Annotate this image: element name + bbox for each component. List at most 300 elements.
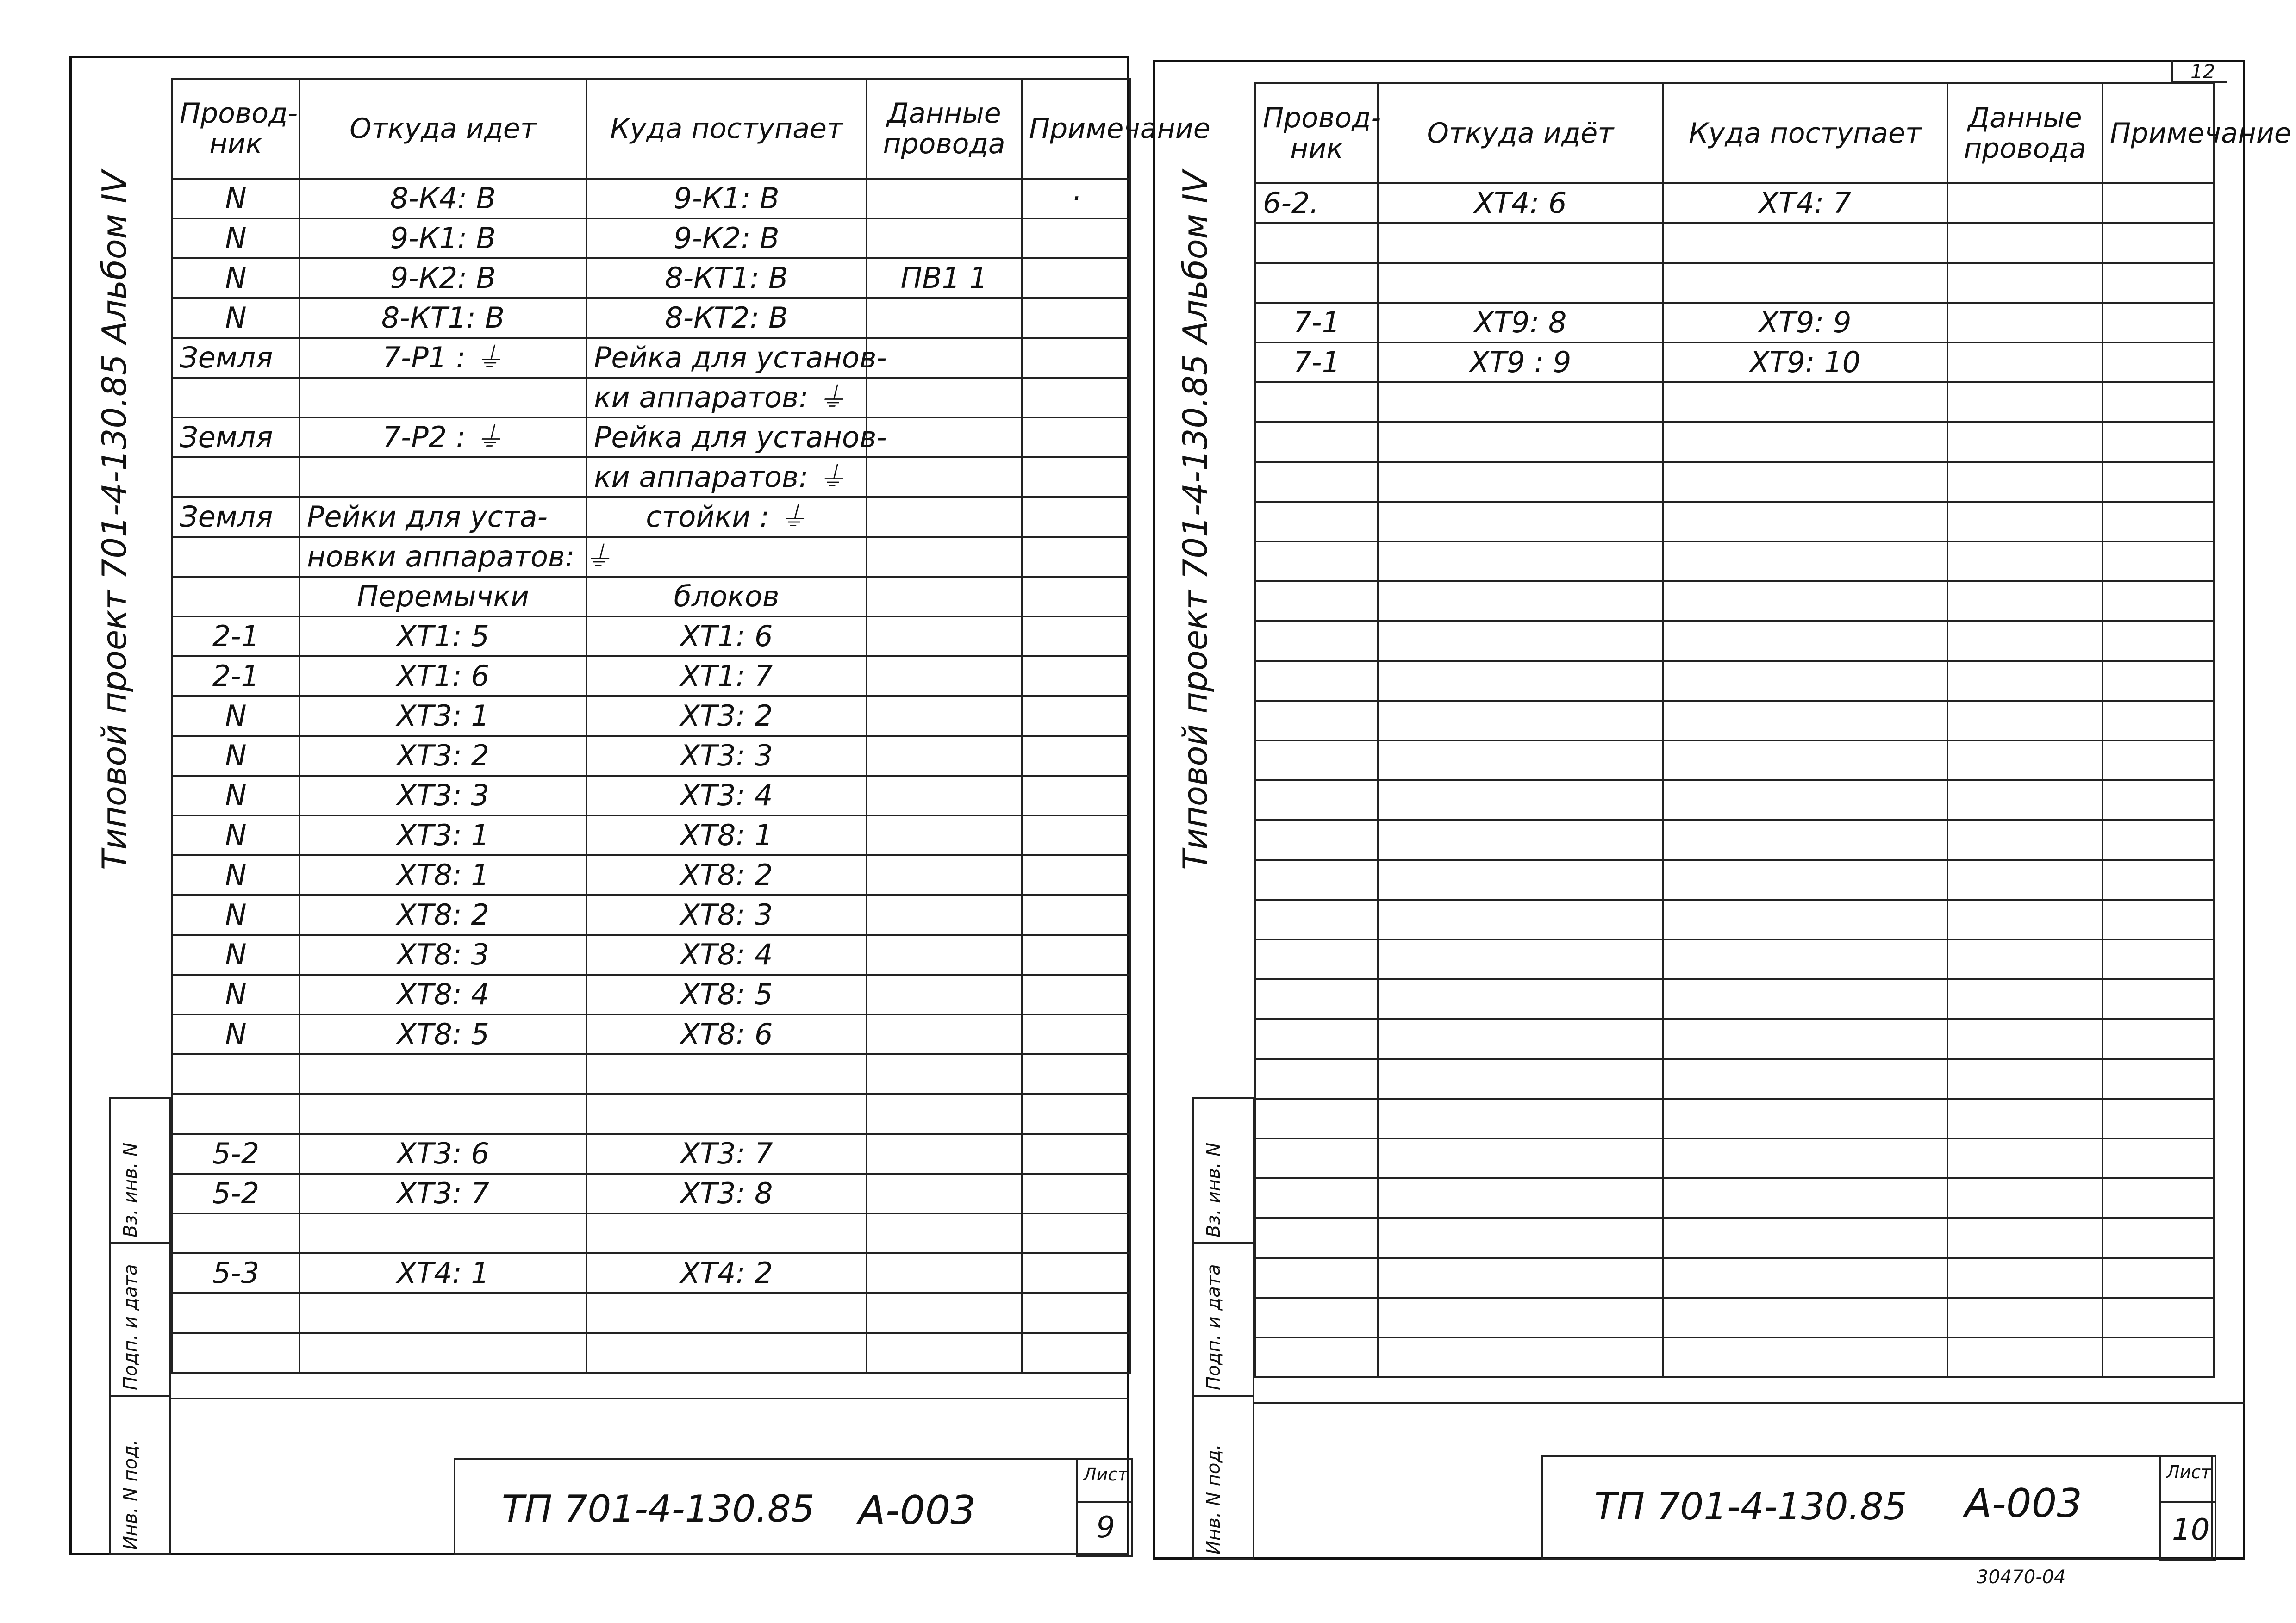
cell-conductor: 5-2 [172, 1174, 299, 1213]
cell-conductor: N [172, 736, 299, 776]
cell-to [1663, 462, 1947, 502]
cell-wire-data [867, 1134, 1022, 1174]
cell-from [1378, 1218, 1663, 1258]
cell-note [1022, 656, 1130, 696]
cell-wire-data [867, 1094, 1022, 1134]
cell-wire-data [867, 656, 1022, 696]
cell-wire-data [1947, 621, 2103, 661]
cell-conductor [1255, 382, 1378, 422]
cell-to [1663, 939, 1947, 979]
cell-wire-data [867, 417, 1022, 457]
right-wiring-table [1254, 82, 2291, 1378]
cell-conductor: Земля [172, 417, 299, 457]
cell-from [1378, 581, 1663, 621]
cell-wire-data [867, 497, 1022, 537]
cell-conductor: 7-1 [1255, 303, 1378, 342]
cell-wire-data [867, 378, 1022, 417]
cell-conductor [1255, 900, 1378, 939]
cell-note [2103, 422, 2214, 462]
left-side-stamp [109, 1097, 171, 1555]
cell-from [1378, 502, 1663, 541]
cell-to [1663, 502, 1947, 541]
cell-note [2103, 462, 2214, 502]
cell-to: ХТ8: 5 [586, 975, 867, 1014]
col-header-wire-data: Данные провода [867, 79, 1022, 179]
cell-to [586, 537, 867, 577]
cell-note [2103, 342, 2214, 382]
cell-from: 9-К1: В [299, 218, 586, 258]
cell-conductor [1255, 1059, 1378, 1099]
table-row [1255, 382, 2214, 422]
cell-note [1022, 975, 1130, 1014]
cell-wire-data [867, 537, 1022, 577]
right-album-label: Типовой проект 701-4-130.85 Альбом IV [1176, 170, 1215, 870]
cell-note [1022, 1094, 1130, 1134]
cell-from [299, 457, 586, 497]
cell-to [1663, 820, 1947, 860]
cell-wire-data [867, 975, 1022, 1014]
cell-to: ХТ8: 3 [586, 895, 867, 935]
right-sheet-no: 10 [2172, 1513, 2210, 1547]
cell-from: Перемычки [299, 577, 586, 616]
table-row [1255, 939, 2214, 979]
cell-wire-data [1947, 382, 2103, 422]
cell-from: ХТ3: 1 [299, 815, 586, 855]
cell-conductor [1255, 1337, 1378, 1377]
cell-wire-data [1947, 979, 2103, 1019]
cell-conductor [172, 1213, 299, 1253]
cell-conductor [1255, 1178, 1378, 1218]
cell-to [1663, 422, 1947, 462]
cell-from [1378, 1138, 1663, 1178]
col-header-note: Примечание [2103, 83, 2214, 183]
cell-from: ХТ3: 1 [299, 696, 586, 736]
table-row [172, 258, 1130, 298]
cell-to [1663, 701, 1947, 740]
cell-note [2103, 1178, 2214, 1218]
cell-from [1378, 900, 1663, 939]
cell-wire-data [867, 1014, 1022, 1054]
cell-note [2103, 183, 2214, 223]
cell-wire-data [867, 577, 1022, 616]
table-row [172, 298, 1130, 338]
cell-from [1378, 223, 1663, 263]
cell-to: Рейка для установ- [586, 338, 867, 378]
cell-note [2103, 939, 2214, 979]
cell-conductor: N [172, 935, 299, 975]
cell-from [1378, 1019, 1663, 1059]
cell-conductor: N [172, 258, 299, 298]
cell-note [1022, 417, 1130, 457]
table-row [1255, 1258, 2214, 1298]
cell-wire-data [867, 218, 1022, 258]
cell-from: ХТ8: 5 [299, 1014, 586, 1054]
left-side-label-vz: Вз. инв. N [120, 1142, 141, 1237]
table-row [172, 656, 1130, 696]
cell-from: ХТ8: 4 [299, 975, 586, 1014]
cell-from: ХТ8: 3 [299, 935, 586, 975]
cell-from [1378, 661, 1663, 701]
table-row [172, 1094, 1130, 1134]
cell-from: ХТ8: 1 [299, 855, 586, 895]
table-row [1255, 303, 2214, 342]
table-row [172, 338, 1130, 378]
cell-to [1663, 1178, 1947, 1218]
cell-wire-data [1947, 223, 2103, 263]
cell-from: 7-Р2 : ⏚ [299, 417, 586, 457]
cell-note [2103, 1258, 2214, 1298]
cell-to [1663, 900, 1947, 939]
cell-conductor: N [172, 855, 299, 895]
cell-to [586, 1213, 867, 1253]
cell-conductor [1255, 462, 1378, 502]
cell-to [1663, 581, 1947, 621]
table-row [172, 417, 1130, 457]
col-header-to: Куда поступает [1663, 83, 1947, 183]
cell-note [2103, 1059, 2214, 1099]
table-row [1255, 900, 2214, 939]
table-row [172, 1333, 1130, 1373]
cell-to: ХТ3: 2 [586, 696, 867, 736]
cell-to: ХТ9: 9 [1663, 303, 1947, 342]
cell-conductor [172, 378, 299, 417]
cell-conductor [1255, 422, 1378, 462]
cell-conductor [172, 577, 299, 616]
cell-to: ХТ8: 2 [586, 855, 867, 895]
cell-to: блоков [586, 577, 867, 616]
cell-note [2103, 1099, 2214, 1138]
cell-note [2103, 1218, 2214, 1258]
table-row [172, 1293, 1130, 1333]
cell-from: 8-КТ1: В [299, 298, 586, 338]
cell-wire-data [1947, 860, 2103, 900]
table-row [1255, 661, 2214, 701]
cell-wire-data [867, 1174, 1022, 1213]
cell-wire-data [867, 855, 1022, 895]
col-header-from: Откуда идёт [1378, 83, 1663, 183]
cell-conductor: N [172, 815, 299, 855]
cell-to: ХТ3: 4 [586, 776, 867, 815]
cell-from: ХТ3: 3 [299, 776, 586, 815]
cell-from: 8-К4: В [299, 179, 586, 218]
cell-conductor [1255, 223, 1378, 263]
table-row [172, 218, 1130, 258]
cell-conductor [1255, 1258, 1378, 1298]
cell-wire-data [1947, 1218, 2103, 1258]
cell-to [1663, 1099, 1947, 1138]
cell-wire-data [867, 935, 1022, 975]
cell-note [1022, 537, 1130, 577]
cell-note [1022, 776, 1130, 815]
cell-conductor [1255, 502, 1378, 541]
table-row [172, 776, 1130, 815]
cell-wire-data [867, 179, 1022, 218]
cell-conductor [1255, 979, 1378, 1019]
cell-wire-data [867, 1293, 1022, 1333]
cell-from: Рейки для уста- [299, 497, 586, 537]
table-row [172, 855, 1130, 895]
right-page-corner: 12 [2190, 60, 2215, 83]
cell-conductor: 5-2 [172, 1134, 299, 1174]
cell-wire-data [867, 457, 1022, 497]
cell-conductor [172, 1333, 299, 1373]
cell-note [1022, 218, 1130, 258]
cell-to: ХТ8: 6 [586, 1014, 867, 1054]
cell-to: ХТ1: 7 [586, 656, 867, 696]
cell-to: ХТ3: 8 [586, 1174, 867, 1213]
table-row [1255, 780, 2214, 820]
cell-note [1022, 1293, 1130, 1333]
cell-wire-data [1947, 581, 2103, 621]
cell-to: Рейка для установ- [586, 417, 867, 457]
cell-to [1663, 223, 1947, 263]
cell-note [1022, 1134, 1130, 1174]
right-table-header [1255, 83, 2214, 183]
cell-wire-data [1947, 1138, 2103, 1178]
cell-to: ХТ4: 2 [586, 1253, 867, 1293]
cell-to [1663, 1258, 1947, 1298]
cell-note [1022, 736, 1130, 776]
cell-from: 7-Р1 : ⏚ [299, 338, 586, 378]
cell-wire-data: ПВ1 1 [867, 258, 1022, 298]
cell-note [2103, 780, 2214, 820]
cell-to: ХТ3: 3 [586, 736, 867, 776]
cell-from [1378, 701, 1663, 740]
left-side-label-inv: Инв. N под. [120, 1439, 141, 1550]
cell-wire-data [1947, 1258, 2103, 1298]
cell-conductor [1255, 1019, 1378, 1059]
cell-to [1663, 661, 1947, 701]
cell-note [1022, 1174, 1130, 1213]
right-side-label-sign: Подп. и дата [1203, 1264, 1224, 1390]
table-row [172, 975, 1130, 1014]
left-stamp-code: ТП 701-4-130.85 [502, 1487, 815, 1530]
cell-note [1022, 815, 1130, 855]
left-side-label-sign: Подп. и дата [120, 1264, 141, 1390]
cell-to: ХТ4: 7 [1663, 183, 1947, 223]
cell-conductor [1255, 1218, 1378, 1258]
cell-conductor [1255, 621, 1378, 661]
table-row [1255, 422, 2214, 462]
table-row [1255, 1059, 2214, 1099]
cell-to: ки аппаратов: ⏚ [586, 457, 867, 497]
cell-from [1378, 263, 1663, 303]
cell-from [1378, 382, 1663, 422]
cell-wire-data [1947, 303, 2103, 342]
table-row [172, 457, 1130, 497]
cell-wire-data [1947, 1059, 2103, 1099]
table-row [1255, 541, 2214, 581]
right-sheet-number-box [2159, 1455, 2216, 1561]
cell-conductor [172, 1054, 299, 1094]
cell-to [1663, 541, 1947, 581]
table-row [1255, 1178, 2214, 1218]
cell-conductor: N [172, 218, 299, 258]
cell-conductor: N [172, 776, 299, 815]
table-row [1255, 1019, 2214, 1059]
cell-from [1378, 1258, 1663, 1298]
cell-from [1378, 740, 1663, 780]
cell-to [1663, 979, 1947, 1019]
table-row [172, 895, 1130, 935]
cell-conductor: 7-1 [1255, 342, 1378, 382]
cell-to: ХТ9: 10 [1663, 342, 1947, 382]
table-row [1255, 1298, 2214, 1337]
cell-wire-data [1947, 1178, 2103, 1218]
cell-to [586, 1293, 867, 1333]
cell-conductor: 2-1 [172, 616, 299, 656]
cell-from: 9-К2: В [299, 258, 586, 298]
cell-to: 8-КТ1: В [586, 258, 867, 298]
cell-wire-data [1947, 502, 2103, 541]
cell-from [1378, 860, 1663, 900]
table-row [172, 378, 1130, 417]
cell-from: ХТ4: 6 [1378, 183, 1663, 223]
cell-note [2103, 263, 2214, 303]
col-header-conductor: Провод-ник [1255, 83, 1378, 183]
cell-conductor [1255, 541, 1378, 581]
cell-from: ХТ1: 5 [299, 616, 586, 656]
cell-conductor: N [172, 696, 299, 736]
cell-wire-data [1947, 900, 2103, 939]
cell-note [2103, 303, 2214, 342]
cell-note [2103, 900, 2214, 939]
cell-wire-data [1947, 661, 2103, 701]
cell-note [2103, 740, 2214, 780]
right-bottom-note: 30470-04 [1977, 1567, 2066, 1588]
cell-to [1663, 1298, 1947, 1337]
cell-to: ХТ3: 7 [586, 1134, 867, 1174]
cell-note [1022, 457, 1130, 497]
cell-note [1022, 895, 1130, 935]
right-page-corner-box [2171, 60, 2227, 83]
left-table-header [172, 79, 1130, 179]
cell-wire-data [1947, 701, 2103, 740]
cell-conductor [1255, 661, 1378, 701]
right-side-label-inv: Инв. N под. [1203, 1444, 1224, 1555]
cell-conductor: N [172, 179, 299, 218]
cell-to: 8-КТ2: В [586, 298, 867, 338]
cell-wire-data [867, 815, 1022, 855]
cell-from [1378, 979, 1663, 1019]
cell-wire-data [1947, 1019, 2103, 1059]
table-row [172, 537, 1130, 577]
cell-note [2103, 979, 2214, 1019]
cell-note [1022, 935, 1130, 975]
cell-from [299, 1094, 586, 1134]
cell-wire-data [1947, 263, 2103, 303]
cell-note [1022, 1253, 1130, 1293]
cell-from [1378, 1099, 1663, 1138]
cell-from [1378, 1298, 1663, 1337]
cell-conductor: N [172, 1014, 299, 1054]
cell-conductor [1255, 1099, 1378, 1138]
cell-from: ХТ3: 7 [299, 1174, 586, 1213]
table-row [1255, 342, 2214, 382]
table-row [172, 497, 1130, 537]
cell-note [2103, 1337, 2214, 1377]
cell-note [2103, 382, 2214, 422]
cell-to: ХТ1: 6 [586, 616, 867, 656]
table-row [1255, 979, 2214, 1019]
cell-wire-data [867, 1054, 1022, 1094]
cell-from [299, 1054, 586, 1094]
cell-conductor: Земля [172, 338, 299, 378]
table-row [172, 696, 1130, 736]
cell-wire-data [867, 1333, 1022, 1373]
cell-note: · [1022, 179, 1130, 218]
cell-conductor [1255, 581, 1378, 621]
cell-conductor [172, 1094, 299, 1134]
cell-conductor: N [172, 975, 299, 1014]
right-side-label-vz: Вз. инв. N [1203, 1142, 1224, 1237]
table-row [172, 1174, 1130, 1213]
cell-from [1378, 422, 1663, 462]
table-row [1255, 860, 2214, 900]
cell-note [1022, 577, 1130, 616]
cell-wire-data [1947, 1298, 2103, 1337]
cell-wire-data [867, 776, 1022, 815]
cell-wire-data [1947, 740, 2103, 780]
cell-to: 9-К1: В [586, 179, 867, 218]
cell-conductor [1255, 1298, 1378, 1337]
table-row [172, 935, 1130, 975]
cell-note [1022, 1333, 1130, 1373]
cell-conductor [1255, 820, 1378, 860]
table-row [1255, 820, 2214, 860]
left-sheet-no: 9 [1096, 1511, 1115, 1545]
cell-conductor [1255, 1138, 1378, 1178]
cell-to: 9-К2: В [586, 218, 867, 258]
cell-from: новки аппаратов: ⏚ [299, 537, 586, 577]
table-row [172, 1134, 1130, 1174]
cell-note [2103, 621, 2214, 661]
cell-from: ХТ3: 6 [299, 1134, 586, 1174]
col-header-to: Куда поступает [586, 79, 867, 179]
cell-wire-data [867, 736, 1022, 776]
cell-wire-data [1947, 462, 2103, 502]
table-row [172, 616, 1130, 656]
table-row [1255, 1099, 2214, 1138]
cell-note [1022, 1054, 1130, 1094]
cell-to [1663, 382, 1947, 422]
cell-to: ХТ8: 4 [586, 935, 867, 975]
cell-from [1378, 939, 1663, 979]
cell-to: ХТ8: 1 [586, 815, 867, 855]
cell-from: ХТ9: 8 [1378, 303, 1663, 342]
cell-wire-data [1947, 422, 2103, 462]
cell-from [1378, 1337, 1663, 1377]
cell-from [1378, 541, 1663, 581]
left-album-label: Типовой проект 701-4-130.85 Альбом IV [95, 170, 134, 870]
cell-note [2103, 541, 2214, 581]
cell-from: ХТ3: 2 [299, 736, 586, 776]
cell-from [299, 1293, 586, 1333]
cell-wire-data [1947, 1337, 2103, 1377]
table-row [1255, 1218, 2214, 1258]
cell-from: ХТ1: 6 [299, 656, 586, 696]
table-row [1255, 502, 2214, 541]
cell-note [1022, 258, 1130, 298]
cell-note [2103, 581, 2214, 621]
cell-conductor: 5-3 [172, 1253, 299, 1293]
cell-conductor: 6-2. [1255, 183, 1378, 223]
cell-wire-data [1947, 939, 2103, 979]
right-title-stamp [1541, 1455, 2213, 1560]
cell-to [1663, 1019, 1947, 1059]
right-sheet-label: Лист [2166, 1462, 2211, 1482]
table-row [172, 1054, 1130, 1094]
